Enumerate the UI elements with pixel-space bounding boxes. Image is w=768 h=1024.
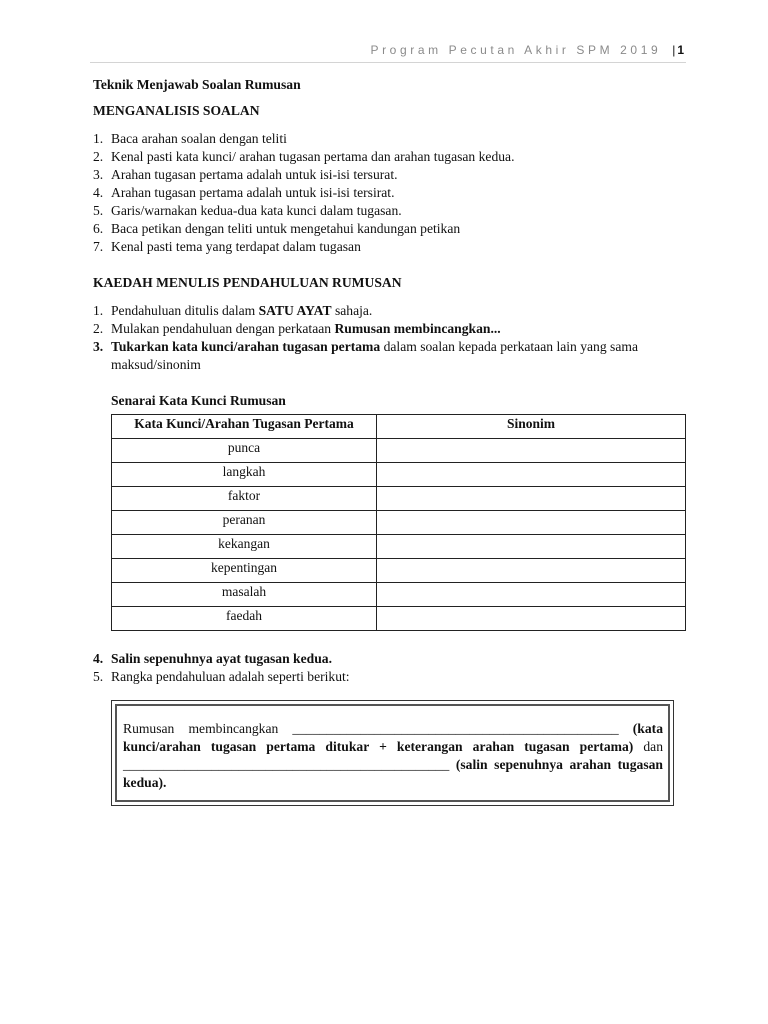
header-rule (90, 62, 686, 63)
table-caption: Senarai Kata Kunci Rumusan (111, 393, 286, 408)
list-item: 4. Arahan tugasan pertama adalah untuk isi-isi tersirat. (93, 185, 395, 200)
table-row (112, 463, 686, 487)
list-item: 2. Kenal pasti kata kunci/ arahan tugasan pertama dan arahan tugasan kedua. (93, 149, 515, 164)
list-item: 7. Kenal pasti tema yang terdapat dalam tugasan (93, 239, 361, 254)
keyword-cell: peranan (112, 511, 377, 535)
synonym-cell[interactable] (377, 439, 686, 463)
keyword-cell: kekangan (112, 535, 377, 559)
keyword-cell: kepentingan (112, 559, 377, 583)
table-row (112, 535, 686, 559)
keyword-cell: masalah (112, 583, 377, 607)
synonym-cell[interactable] (377, 511, 686, 535)
blank-line: ________________________________________________ (292, 721, 619, 736)
keyword-cell: punca (112, 439, 377, 463)
list-item: 1. Baca arahan soalan dengan teliti (93, 131, 287, 146)
list-item: 6. Baca petikan dengan teliti untuk mengetahui kandungan petikan (93, 221, 461, 236)
keyword-cell: langkah (112, 463, 377, 487)
keyword-cell: faedah (112, 607, 377, 631)
table-row (112, 583, 686, 607)
synonym-cell[interactable] (377, 487, 686, 511)
section-heading-analysis: MENGANALISIS SOALAN (93, 103, 260, 118)
table-row (112, 487, 686, 511)
introduction-template-box (111, 700, 674, 806)
list-item: 5. Garis/warnakan kedua-dua kata kunci dalam tugasan. (93, 203, 402, 218)
table-header-row (112, 415, 686, 439)
table-row (112, 511, 686, 535)
synonym-cell[interactable] (377, 535, 686, 559)
page-number: 1 (677, 43, 684, 57)
introduction-template-text: Rumusan membincangkan ________________________________________________ (kata kunci/arahan tugasan pertama ditukar + keterangan arahan tugasan pertama) dan ________________________________________________ (salin sepenuhnya arahan tugasan kedua). (123, 721, 663, 790)
analysis-steps-list (93, 130, 685, 256)
table-row (112, 439, 686, 463)
keyword-cell: faktor (112, 487, 377, 511)
synonym-cell[interactable] (377, 559, 686, 583)
list-item: 5. Rangka pendahuluan adalah seperti berikut: (93, 669, 350, 684)
list-item: 2. Mulakan pendahuluan dengan perkataan Rumusan membincangkan... (93, 321, 501, 336)
list-item: 3. Arahan tugasan pertama adalah untuk isi-isi tersurat. (93, 167, 398, 182)
list-item: 4. Salin sepenuhnya ayat tugasan kedua. (93, 651, 332, 666)
framework-steps-list (93, 650, 685, 686)
synonym-cell[interactable] (377, 583, 686, 607)
table-row (112, 607, 686, 631)
introduction-steps-list (93, 302, 685, 374)
synonym-cell[interactable] (377, 463, 686, 487)
program-title: Program Pecutan Akhir SPM 2019 (370, 43, 662, 57)
section-heading-introduction: KAEDAH MENULIS PENDAHULUAN RUMUSAN (93, 275, 402, 290)
document-title: Teknik Menjawab Soalan Rumusan (93, 77, 301, 92)
column-header-keyword: Kata Kunci/Arahan Tugasan Pertama (112, 415, 377, 439)
column-header-synonym: Sinonim (377, 415, 686, 439)
header-separator: | (672, 43, 676, 57)
list-item: 3. Tukarkan kata kunci/arahan tugasan pertama dalam soalan kepada perkataan lain yang sama maksud/sinonim (93, 339, 638, 372)
synonym-cell[interactable] (377, 607, 686, 631)
keyword-synonym-table (111, 414, 686, 631)
running-header (90, 43, 684, 57)
table-row (112, 559, 686, 583)
page-content (93, 76, 685, 686)
list-item: 1. Pendahuluan ditulis dalam SATU AYAT sahaja. (93, 303, 373, 318)
blank-line: ________________________________________________ (123, 757, 450, 772)
